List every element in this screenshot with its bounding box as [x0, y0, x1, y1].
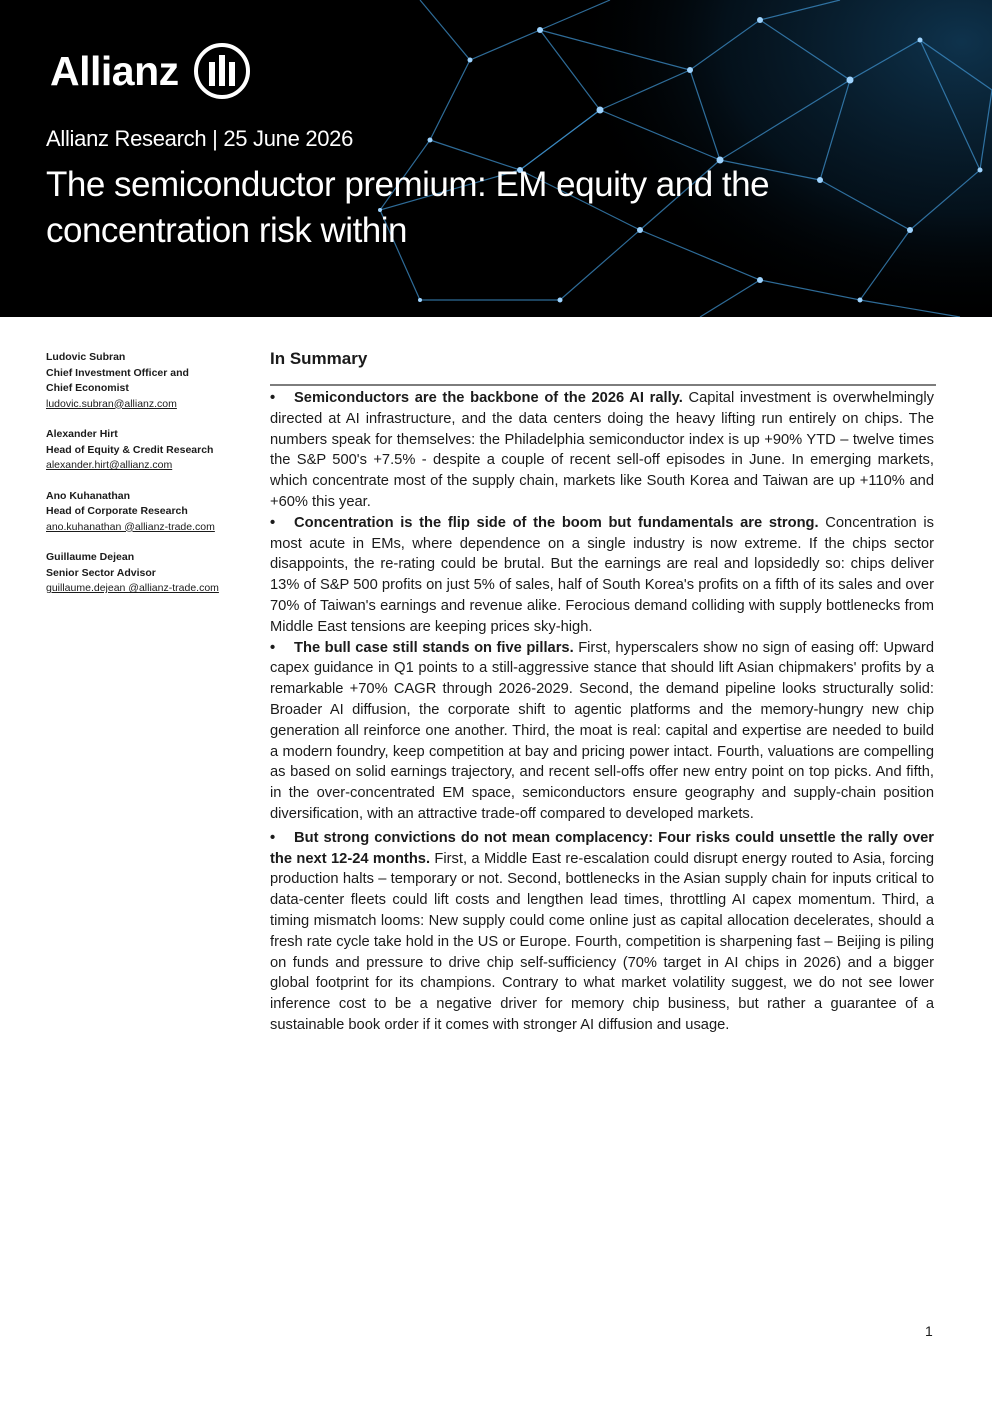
- author-email-link[interactable]: alexander.hirt@allianz.com: [46, 459, 173, 471]
- author-role: Senior Sector Advisor: [46, 566, 156, 579]
- allianz-logo: [50, 42, 251, 100]
- summary-heading: In Summary: [270, 349, 368, 368]
- author-name: Ludovic Subran: [46, 351, 126, 363]
- summary-bullet: [270, 828, 934, 1036]
- author-email-link[interactable]: ano.kuhanathan @allianz-trade.com: [46, 520, 215, 533]
- summary-divider: [270, 384, 936, 386]
- report-title: The semiconductor premium: EM equity and the concentration risk within: [46, 165, 770, 250]
- author-block: [46, 550, 251, 597]
- bullet-text: First, a Middle East re-escalation could disrupt energy routed to Asia, forcing production halts – temporary or not. Second, bottlenecks in the Asian supply chain for inputs critical to data-center fleets could lift costs and lengthen lead times, throttling AI capex momentum. Third, a timing mismatch looms: New supply could come online just as capital allocation decelerates, should a fresh rate cycle take hold in the US or Europe. Fourth, competition is sharpening fast – Beijing is piling on funds and pressure to drive chip self-sufficiency (70% target in AI chips in 2026) and a bigger global footprint for its champions. Contrary to what market volatility suggest, we do not see lower inference cost to be a negative driver for memory chip business, but rather a guarantee of a sustainable book order if it comes with stronger AI diffusion and usage.: [270, 850, 935, 1033]
- page-number: 1: [925, 1323, 933, 1339]
- summary-bullet: [270, 513, 934, 638]
- header-banner: [0, 0, 992, 317]
- summary-body: [270, 388, 934, 1036]
- author-block: [46, 427, 251, 474]
- summary-bullet: [270, 638, 934, 825]
- author-block: [46, 489, 251, 536]
- report-subtitle: Allianz Research | 25 June 2026: [46, 126, 354, 151]
- author-name: Guillaume Dejean: [46, 551, 135, 563]
- allianz-eagle-icon: [193, 42, 251, 100]
- bullet-lead: Semiconductors are the backbone of the 2026 AI rally.: [294, 390, 683, 406]
- bullet-text: First, hyperscalers show no sign of easing off: Upward capex guidance in Q1 points to a still-aggressive stance that should lift Asian chipmakers' profits by a remarkable +70% CAGR through 2026-2029. Second, the demand pipeline looks structurally solid: Broader AI diffusion, the corporate shift to agentic platforms and the memory-hungry new chip generation all reinforce one another. Third, the moat is real: capital and expertise are needed to build a modern foundry, keep competition at bay and pricing power intact. Fourth, valuations are compelling as based on solid earnings trajectory, and recent sell-offs offer new entry point on top picks. And fifth, in the over-concentrated EM space, semiconductors ensure geography and supply-chain position diversification, with an attractive trade-off compared to developed markets.: [270, 639, 934, 822]
- bullet-marker: •: [270, 829, 276, 846]
- bullet-lead: The bull case still stands on five pillars.: [294, 639, 574, 656]
- summary-bullet: [270, 388, 934, 513]
- author-role: Head of Corporate Research: [46, 505, 188, 517]
- bullet-text: Concentration is most acute in EMs, where dependence on a single industry is now extreme. If the chips sector disappoints, the re-rating could be brutal. But the earnings are real and lopsidedly so: chips deliver 13% of S&P 500 profits on just 5% of sales, half of South Korea's profits on a fifth of its sales and over 70% of Taiwan's earnings and revenue alike. Ferocious demand colliding with supply bottlenecks from Middle East tensions are keeping prices sky-high.: [270, 514, 934, 635]
- bullet-text: Capital investment is overwhelmingly directed at AI infrastructure, and the data centers doing the heavy lifting run entirely on chips. The numbers speak for themselves: the Philadelphia semiconductor index is up +90% YTD – twelve times the S&P 500's +7.5% - despite a couple of recent sell-off episodes in June. In emerging markets, which concentrate most of the supply chain, markets like South Korea and Taiwan are up +110% and +60% this year.: [270, 390, 935, 510]
- bullet-lead: But strong convictions do not mean complacency: Four risks could unsettle the rally over the next 12-24 months.: [270, 829, 934, 867]
- bullet-lead: Concentration is the flip side of the boom but fundamentals are strong.: [294, 514, 819, 531]
- author-block: [46, 350, 251, 412]
- bullet-marker: •: [270, 514, 276, 531]
- authors-sidebar: [46, 350, 251, 612]
- author-role: Head of Equity & Credit Research: [46, 443, 214, 456]
- logo-text: Allianz: [50, 47, 179, 94]
- bullet-marker: •: [270, 390, 276, 406]
- author-role: Chief Investment Officer and Chief Economist: [46, 366, 189, 394]
- author-email-link[interactable]: ludovic.subran@allianz.com: [46, 397, 177, 410]
- author-email-link[interactable]: guillaume.dejean @allianz-trade.com: [46, 582, 219, 594]
- author-name: Ano Kuhanathan: [46, 489, 130, 502]
- author-name: Alexander Hirt: [46, 428, 118, 440]
- bullet-marker: •: [270, 639, 276, 656]
